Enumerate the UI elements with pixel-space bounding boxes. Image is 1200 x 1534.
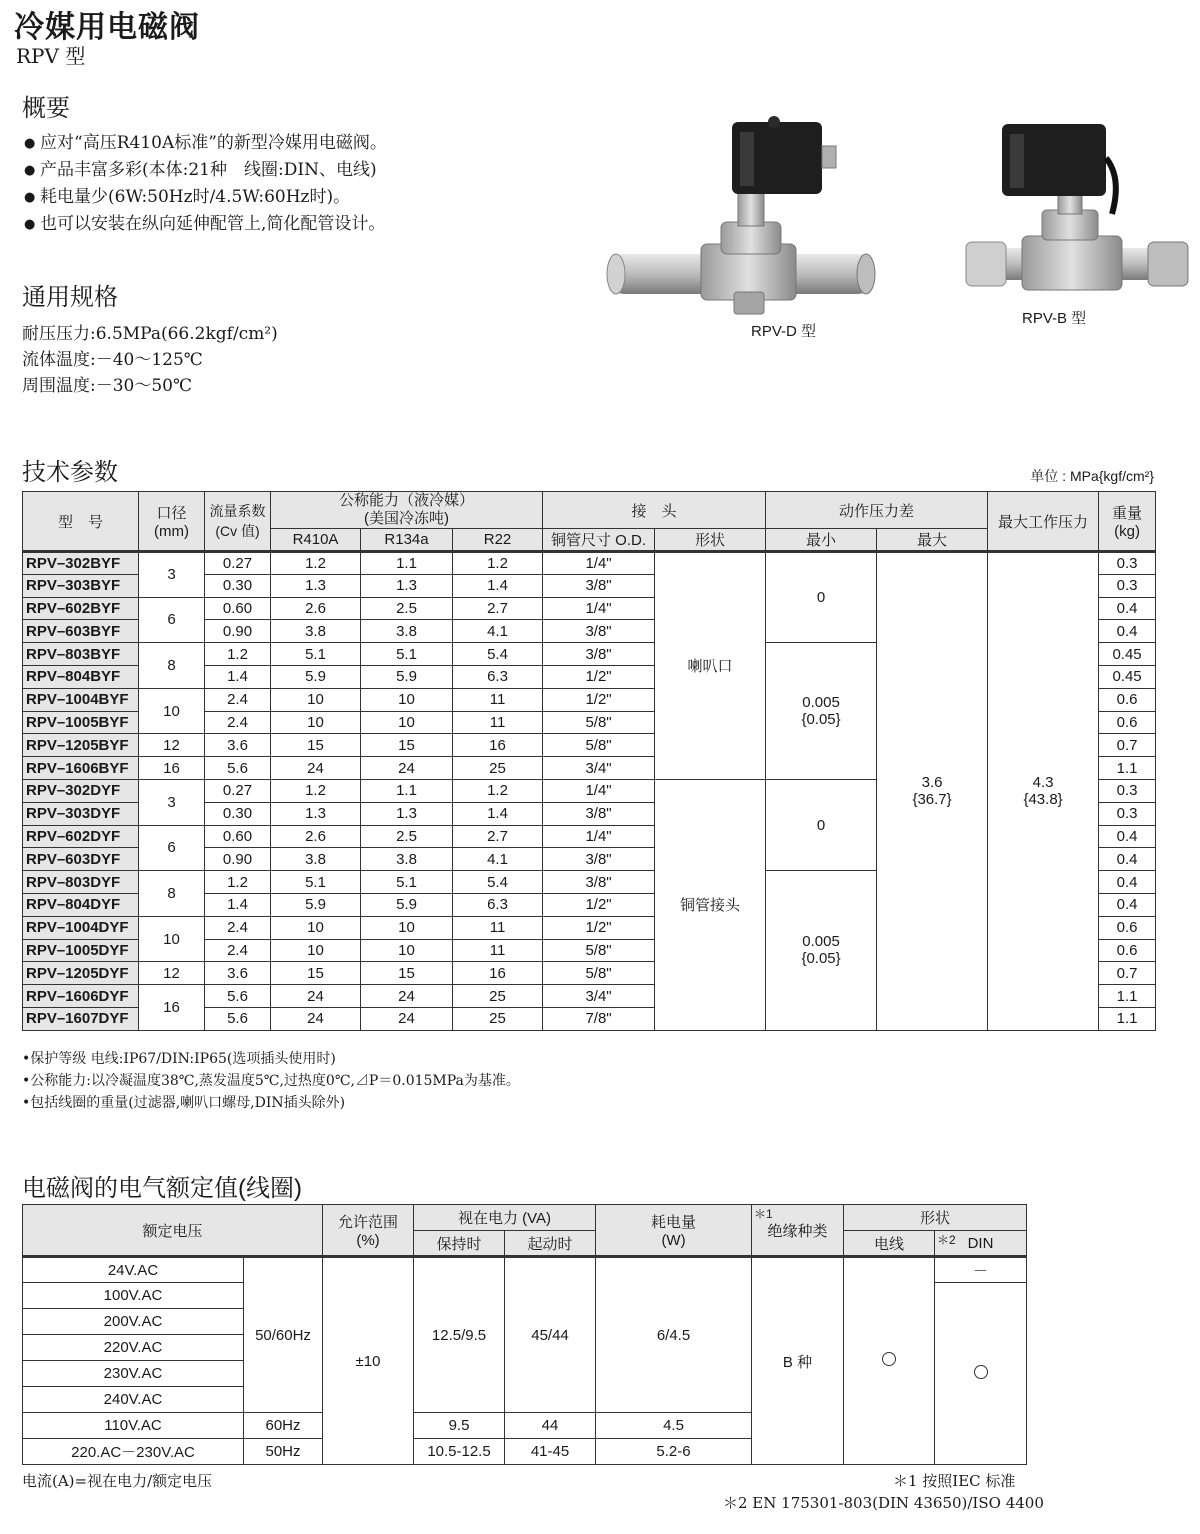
col-voltage: 额定电压 [23, 1205, 323, 1257]
rpv-b-caption: RPV-B 型 [1022, 310, 1087, 327]
table-row: RPV–602BYF 6 0.60 2.6 2.5 2.7 1/4" 0.4 [23, 597, 1156, 620]
general-heading: 通用规格 [22, 284, 118, 311]
elec-heading: 电磁阀的电气额定值(线圈) [22, 1175, 302, 1202]
overview-heading: 概要 [22, 95, 70, 122]
current-formula-note: 电流(A)=视在电力/额定电压 [22, 1472, 213, 1490]
insulation-cell: B 种 [752, 1257, 844, 1465]
shape-copper: 铜管接头 [655, 779, 766, 1030]
overview-bullet: ● 耗电量少(6W:50Hz时/4.5W:60Hz时)。 [24, 184, 387, 211]
table-row: RPV–303DYF 0.30 1.3 1.3 1.4 3/8" 0.3 [23, 802, 1156, 825]
range-cell: ±10 [323, 1257, 414, 1465]
dp-max-cell: 3.6 {36.7} [877, 552, 988, 1031]
table-row: RPV–603BYF 0.90 3.8 3.8 4.1 3/8" 0.4 [23, 620, 1156, 643]
unit-label: 单位 : MPa{kgf/cm²} [1030, 468, 1154, 484]
table-row: RPV–303BYF 0.30 1.3 1.3 1.4 3/8" 0.3 [23, 574, 1156, 597]
col-maxwp: 最大工作压力 [988, 492, 1099, 552]
table-row: RPV–1005DYF 2.4 10 10 11 5/8" 0.6 [23, 939, 1156, 962]
note-line: •包括线圈的重量(过滤器,喇叭口螺母,DIN插头除外) [22, 1095, 346, 1111]
col-joint: 接 头 [543, 492, 766, 529]
note-line: •保护等级 电线:IP67/DIN:IP65(选项插头使用时) [22, 1051, 336, 1067]
table-row: RPV–1205DYF 12 3.6 15 15 16 5/8" 0.7 [23, 962, 1156, 985]
table-row: RPV–302BYF 3 0.27 1.2 1.1 1.2 1/4" 喇叭口 0 3.6 {36.7} 4.3 {43.8} 0.3 [23, 552, 1156, 575]
tech-params-table [22, 491, 1156, 1031]
overview-bullet: ● 产品丰富多彩(本体:21种 线圈:DIN、电线) [24, 157, 387, 184]
rpv-d-caption: RPV-D 型 [751, 323, 817, 340]
table-row: RPV–1004DYF 10 2.4 10 10 11 1/2" 0.6 [23, 916, 1156, 939]
col-hold: 保持时 [414, 1231, 505, 1257]
col-range: 允许范围 (%) [323, 1205, 414, 1257]
table-row: 220V.AC [23, 1335, 1027, 1361]
table-row: 24V.AC 50/60Hz ±10 12.5/9.5 45/44 6/4.5 B 种 － [23, 1257, 1027, 1283]
col-va: 视在电力 (VA) [414, 1205, 596, 1231]
col-weight: 重量 (kg) [1099, 492, 1156, 552]
general-spec-list [22, 321, 278, 399]
din-available-mark [935, 1283, 1027, 1465]
col-shape: 形状 [655, 529, 766, 552]
table-row: 220.AC－230V.AC 50Hz 10.5-12.5 41-45 5.2-6 [23, 1439, 1027, 1465]
col-r134a: R134a [361, 529, 453, 552]
table-row: RPV–803DYF 8 1.2 5.1 5.1 5.4 3/8" 0.005 {0.05} 0.4 [23, 871, 1156, 894]
col-shape: 形状 [844, 1205, 1027, 1231]
footnote-1: ＊1 按照IEC 标准 [893, 1472, 1016, 1490]
col-dp-max: 最大 [877, 529, 988, 552]
col-start: 起动时 [505, 1231, 596, 1257]
tech-notes [22, 1048, 520, 1114]
dp-min-cell: 0.005 {0.05} [766, 643, 877, 780]
col-od: 铜管尺寸 O.D. [543, 529, 655, 552]
table-row: RPV–1004BYF 10 2.4 10 10 11 1/2" 0.6 [23, 688, 1156, 711]
table-row: RPV–1607DYF 5.6 24 24 25 7/8" 1.1 [23, 1007, 1156, 1030]
col-bore: 口径 (mm) [139, 492, 205, 552]
col-r410a: R410A [271, 529, 361, 552]
wire-available-mark [844, 1257, 935, 1465]
table-row: RPV–1205BYF 12 3.6 15 15 16 5/8" 0.7 [23, 734, 1156, 757]
model-type: RPV 型 [16, 44, 86, 68]
rpv-d-valve-image [606, 112, 876, 317]
electrical-ratings-table [22, 1204, 1027, 1465]
footnote-2: ＊2 EN 175301-803(DIN 43650)/ISO 4400 [723, 1494, 1044, 1512]
rpv-b-valve-image [962, 118, 1192, 298]
spec-line: 耐压压力:6.5MPa(66.2kgf/cm²) [22, 324, 278, 344]
table-row: 230V.AC [23, 1361, 1027, 1387]
table-row: 100V.AC [23, 1283, 1027, 1309]
table-row: RPV–804DYF 1.4 5.9 5.9 6.3 1/2" 0.4 [23, 893, 1156, 916]
dp-min-cell: 0 [766, 779, 877, 870]
din-dash: － [935, 1257, 1027, 1283]
max-working-pressure-cell: 4.3 {43.8} [988, 552, 1099, 1031]
table-row: RPV–1606BYF 16 5.6 24 24 25 3/4" 1.1 [23, 757, 1156, 780]
page-title: 冷媒用电磁阀 [14, 10, 200, 45]
shape-flare: 喇叭口 [655, 552, 766, 780]
col-din: ＊2 DIN [935, 1231, 1027, 1257]
table-row: RPV–803BYF 8 1.2 5.1 5.1 5.4 3/8" 0.005 {0.05} 0.45 [23, 643, 1156, 666]
col-capacity: 公称能力（液冷媒） (美国冷冻吨) [271, 492, 543, 529]
dp-min-cell: 0 [766, 552, 877, 643]
table-row: 240V.AC [23, 1387, 1027, 1413]
dp-min-cell: 0.005 {0.05} [766, 871, 877, 1031]
col-wire: 电线 [844, 1231, 935, 1257]
table-row: RPV–1606DYF 16 5.6 24 24 25 3/4" 1.1 [23, 985, 1156, 1008]
spec-line: 流体温度:－40～125℃ [22, 350, 203, 370]
footnote-mark-2: ＊2 [937, 1233, 956, 1247]
col-dp-min: 最小 [766, 529, 877, 552]
spec-line: 周围温度:－30～50℃ [22, 376, 193, 396]
table-row: RPV–302DYF 3 0.27 1.2 1.1 1.2 1/4" 铜管接头 0 0.3 [23, 779, 1156, 802]
col-dp: 动作压力差 [766, 492, 988, 529]
tech-heading: 技术参数 [22, 459, 118, 486]
table-row: RPV–804BYF 1.4 5.9 5.9 6.3 1/2" 0.45 [23, 665, 1156, 688]
col-insulation: ＊1 绝缘种类 [752, 1205, 844, 1257]
note-line: •公称能力:以冷凝温度38℃,蒸发温度5℃,过热度0℃,⊿P＝0.015MPa为基准。 [22, 1073, 520, 1089]
table-row: RPV–1005BYF 2.4 10 10 11 5/8" 0.6 [23, 711, 1156, 734]
overview-list [24, 130, 387, 238]
col-cv: 流量系数 (Cv 值) [205, 492, 271, 552]
table-row: 110V.AC 60Hz 9.5 44 4.5 [23, 1413, 1027, 1439]
col-power: 耗电量 (W) [596, 1205, 752, 1257]
table-row: 200V.AC [23, 1309, 1027, 1335]
overview-bullet: ● 应对“高压R410A标准”的新型冷媒用电磁阀。 [24, 130, 387, 157]
col-model: 型 号 [23, 492, 139, 552]
table-row: RPV–602DYF 6 0.60 2.6 2.5 2.7 1/4" 0.4 [23, 825, 1156, 848]
overview-bullet: ● 也可以安装在纵向延伸配管上,简化配管设计。 [24, 211, 387, 238]
table-row: RPV–603DYF 0.90 3.8 3.8 4.1 3/8" 0.4 [23, 848, 1156, 871]
footnote-mark-1: ＊1 [754, 1207, 773, 1221]
col-r22: R22 [453, 529, 543, 552]
